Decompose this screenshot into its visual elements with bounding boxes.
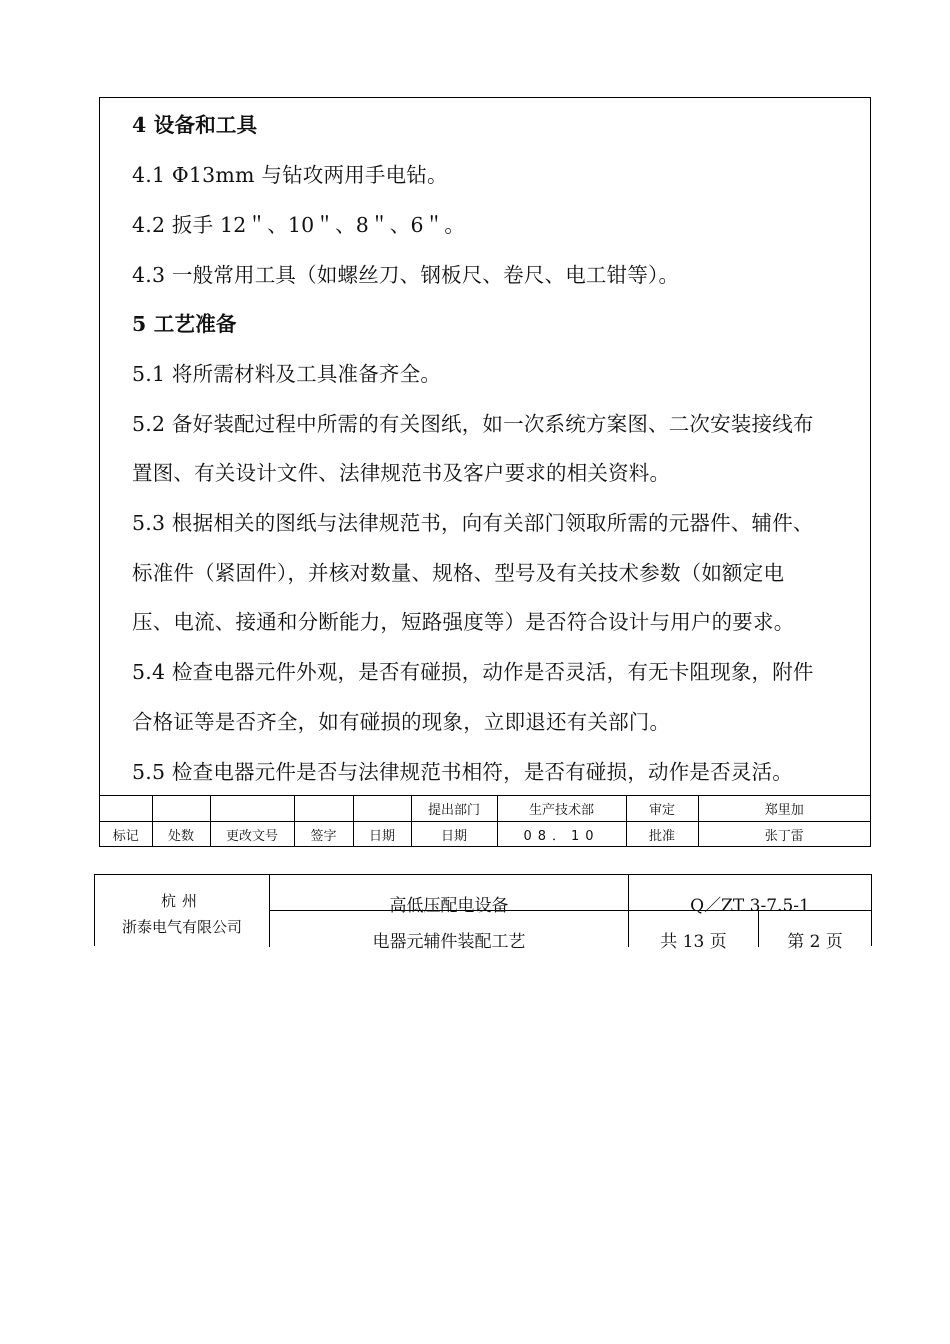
date-label: 日期 xyxy=(411,822,497,848)
table-cell xyxy=(294,796,353,822)
section-heading-5: 5 工艺准备 xyxy=(132,312,237,336)
page-number-cell xyxy=(759,911,871,952)
review-label: 审定 xyxy=(626,796,698,822)
doc-number-cell xyxy=(629,875,871,916)
paragraph-line: 4.1 Φ13mm 与钻攻两用手电钻。 xyxy=(132,163,448,187)
company-cell xyxy=(95,875,270,947)
table-cell xyxy=(100,796,152,822)
document-frame xyxy=(99,97,871,847)
doc-number: Q／ZT 3-7.5-1 xyxy=(690,896,810,916)
approve-label: 批准 xyxy=(626,822,698,848)
mark-header: 标记 xyxy=(100,822,152,848)
change-doc-header: 更改文号 xyxy=(210,822,294,848)
date-header: 日期 xyxy=(353,822,411,848)
table-cell xyxy=(152,796,210,822)
category-cell xyxy=(270,875,629,916)
category-text: 高低压配电设备 xyxy=(389,896,509,916)
approve-value: 张丁雷 xyxy=(698,822,870,848)
review-value: 郑里加 xyxy=(698,796,870,822)
table-cell xyxy=(353,796,411,822)
paragraph-line: 5.4 检查电器元件外观，是否有碰损，动作是否灵活，有无卡阻现象，附件 xyxy=(132,660,814,684)
section-heading-4: 4 设备和工具 xyxy=(132,113,258,137)
paragraph-line: 4.2 扳手 12＂、10＂、8＂、6＂。 xyxy=(132,213,466,237)
signature-header: 签字 xyxy=(294,822,353,848)
proposer-dept-label: 提出部门 xyxy=(411,796,497,822)
revision-table xyxy=(100,795,870,847)
table-row xyxy=(100,796,870,822)
doc-title-cell xyxy=(270,911,629,952)
company-name: 浙泰电气有限公司 xyxy=(121,918,242,936)
paragraph-line: 4.3 一般常用工具（如螺丝刀、钢板尺、卷尺、电工钳等）。 xyxy=(132,263,680,287)
total-pages-cell xyxy=(629,911,759,952)
table-cell xyxy=(210,796,294,822)
doc-title: 电器元辅件装配工艺 xyxy=(372,932,526,952)
table-row xyxy=(100,822,870,848)
body-text xyxy=(100,98,870,793)
paragraph-line: 合格证等是否齐全，如有碰损的现象，立即退还有关部门。 xyxy=(132,710,671,734)
paragraph-line: 5.1 将所需材料及工具准备齐全。 xyxy=(132,362,442,386)
paragraph-line: 5.5 检查电器元件是否与法律规范书相符，是否有碰损，动作是否灵活。 xyxy=(132,760,793,784)
company-city: 杭州 xyxy=(160,892,203,910)
count-header: 处数 xyxy=(152,822,210,848)
date-value: 08．10 xyxy=(497,822,626,848)
footer-title-block xyxy=(94,874,872,952)
total-pages: 共 13 页 xyxy=(660,932,727,952)
paragraph-line: 置图、有关设计文件、法律规范书及客户要求的相关资料。 xyxy=(132,461,671,485)
paragraph-line: 5.2 备好装配过程中所需的有关图纸，如一次系统方案图、二次安装接线布 xyxy=(132,412,814,436)
paragraph-line: 5.3 根据相关的图纸与法律规范书，向有关部门领取所需的元器件、辅件、 xyxy=(132,511,814,535)
paragraph-line: 压、电流、接通和分断能力，短路强度等）是否符合设计与用户的要求。 xyxy=(132,610,795,634)
paragraph-line: 标准件（紧固件），并核对数量、规格、型号及有关技术参数（如额定电 xyxy=(132,561,785,585)
page-number: 第 2 页 xyxy=(787,932,843,952)
proposer-dept-value: 生产技术部 xyxy=(497,796,626,822)
